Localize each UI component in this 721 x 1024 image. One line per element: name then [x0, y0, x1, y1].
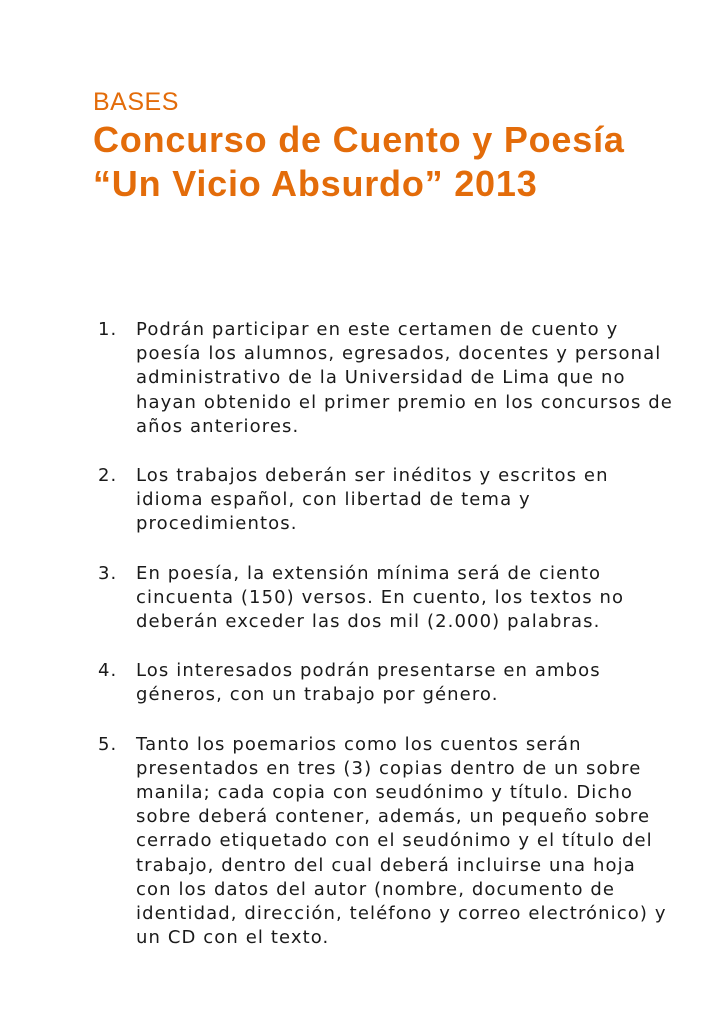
- document-kicker: BASES: [93, 88, 179, 116]
- rule-number: 4.: [98, 660, 118, 682]
- rule-number: 2.: [98, 465, 118, 487]
- rule-number: 5.: [98, 733, 118, 755]
- rule-item: [98, 562, 678, 635]
- rule-number: 3.: [98, 562, 118, 584]
- rule-item: [98, 464, 678, 537]
- rule-item: [98, 659, 678, 707]
- rule-text: En poesía, la extensión mínima será de ciento cincuenta (150) versos. En cuento, los textos no deberán exceder las dos mil (2.000) palabras.: [136, 562, 625, 633]
- rule-text: Tanto los poemarios como los cuentos serán presentados en tres (3) copias dentro de un sobre manila; cada copia con seudónimo y título. Dicho sobre deberá contener, además, un pequeño sobre cerrado etiquetado con el seudónimo y el título del trabajo, dentro del cual deberá incluirse una hoja con los datos del autor (nombre, documento de identidad, dirección, teléfono y correo electrónico) y un CD con el texto.: [136, 733, 667, 949]
- rule-text: Podrán participar en este certamen de cuento y poesía los alumnos, egresados, docentes y personal administrativo de la Universidad de Lima que no hayan obtenido el primer premio en los concursos de años anteriores.: [136, 319, 673, 437]
- rule-text: Los trabajos deberán ser inéditos y escritos en idioma español, con libertad de tema y procedimientos.: [136, 465, 609, 535]
- rules-list: [98, 318, 678, 975]
- rule-text: Los interesados podrán presentarse en ambos géneros, con un trabajo por género.: [136, 660, 601, 706]
- rule-item: [98, 318, 678, 439]
- rule-number: 1.: [98, 319, 118, 340]
- rule-item: [98, 733, 678, 951]
- document-title: Concurso de Cuento y Poesía “Un Vicio Absurdo” 2013: [93, 119, 625, 204]
